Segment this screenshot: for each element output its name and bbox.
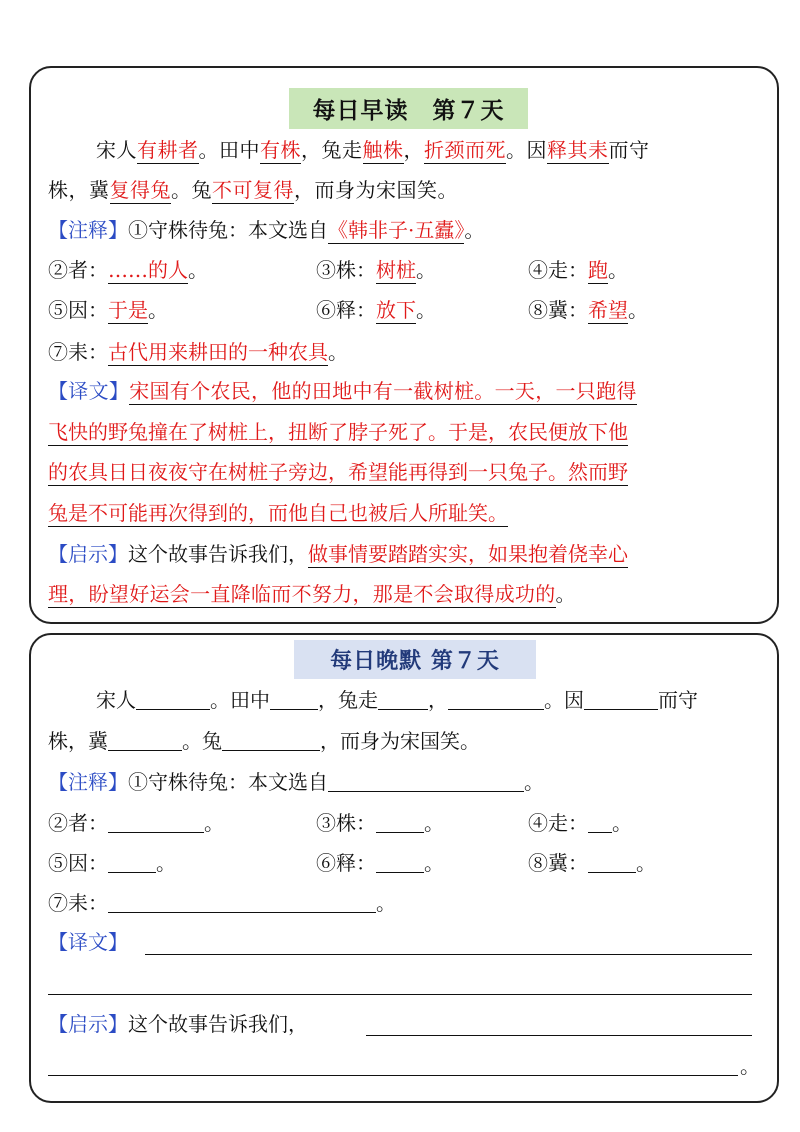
morning-moral-line-1 bbox=[48, 540, 628, 568]
translation-text: 宋国有个农民，他的田地中有一截树桩。一天，一只跑得 bbox=[129, 379, 637, 403]
moral-answer: 理，盼望好运会一直降临而不努力，那是不会取得成功的 bbox=[48, 582, 556, 606]
text-segment: 株，冀 bbox=[48, 729, 108, 753]
blank-field[interactable] bbox=[588, 812, 612, 833]
evening-note-yin bbox=[48, 849, 176, 877]
morning-text-line-1 bbox=[96, 136, 650, 164]
note-text: 。 bbox=[156, 851, 176, 875]
blank-field[interactable] bbox=[376, 812, 424, 833]
translation-text: 飞快的野兔撞在了树桩上，扭断了脖子死了。于是，农民便放下他 bbox=[48, 420, 628, 444]
note-label: ④走： bbox=[528, 811, 588, 835]
answer-segment: 不可复得 bbox=[212, 178, 294, 202]
text-segment: 。兔 bbox=[171, 178, 212, 202]
answer-segment: 释其耒 bbox=[547, 138, 609, 162]
note-answer: 《韩非子·五蠹》 bbox=[328, 218, 465, 242]
note-text: 。 bbox=[148, 298, 168, 322]
note-answer: 古代用来耕田的一种农具 bbox=[108, 340, 328, 364]
moral-tag: 【启示】 bbox=[48, 1012, 128, 1036]
note-text: 。 bbox=[416, 298, 436, 322]
text-segment: 株，冀 bbox=[48, 178, 110, 202]
morning-note-line-1 bbox=[48, 216, 484, 244]
moral-tag: 【启示】 bbox=[48, 542, 128, 566]
note-label: ③株： bbox=[316, 811, 376, 835]
evening-note-shi bbox=[316, 849, 444, 877]
moral-text: 。 bbox=[555, 582, 576, 606]
note-answer: 放下 bbox=[376, 298, 416, 322]
morning-note-zou bbox=[528, 256, 628, 284]
note-label: ⑤因： bbox=[48, 851, 108, 875]
note-text: 。 bbox=[424, 811, 444, 835]
text-segment: 宋人 bbox=[96, 688, 136, 712]
note-text: 。 bbox=[204, 811, 224, 835]
note-text: ①守株待兔：本文选自 bbox=[128, 218, 328, 242]
blank-field[interactable] bbox=[108, 730, 182, 751]
note-answer: 跑 bbox=[588, 258, 608, 282]
evening-note-zhu bbox=[316, 809, 444, 837]
text-segment: ，而身为宋国笑。 bbox=[320, 729, 480, 753]
moral-text: 这个故事告诉我们， bbox=[128, 542, 308, 566]
note-label: ②者： bbox=[48, 258, 108, 282]
blank-field[interactable] bbox=[108, 892, 376, 913]
note-label: ⑦耒： bbox=[48, 891, 108, 915]
note-answer: 树桩 bbox=[376, 258, 416, 282]
text-segment: 而守 bbox=[658, 688, 698, 712]
blank-field[interactable] bbox=[584, 689, 658, 710]
note-text: ①守株待兔：本文选自 bbox=[128, 770, 328, 794]
blank-field[interactable] bbox=[108, 852, 156, 873]
moral-end-period: 。 bbox=[740, 1054, 760, 1078]
evening-note-lei bbox=[48, 889, 396, 917]
moral-text: 这个故事告诉我们， bbox=[128, 1012, 308, 1036]
morning-translation-line-4 bbox=[48, 499, 508, 527]
note-label: ⑧冀： bbox=[528, 851, 588, 875]
translation-tag: 【译文】 bbox=[48, 379, 130, 403]
note-label: ④走： bbox=[528, 258, 588, 282]
note-label: ③株： bbox=[316, 258, 376, 282]
note-answer: 于是 bbox=[108, 298, 148, 322]
evening-note-zou bbox=[528, 809, 632, 837]
note-label: ⑥释： bbox=[316, 298, 376, 322]
blank-field[interactable] bbox=[588, 852, 636, 873]
note-tag: 【注释】 bbox=[48, 770, 128, 794]
evening-note-zhe bbox=[48, 809, 224, 837]
text-segment: 。因 bbox=[544, 688, 584, 712]
evening-title: 每日晚默 第７天 bbox=[294, 640, 536, 679]
answer-segment: 折颈而死 bbox=[424, 138, 506, 162]
blank-field[interactable] bbox=[448, 689, 544, 710]
note-text: 。 bbox=[612, 811, 632, 835]
text-segment: ，而身为宋国笑。 bbox=[294, 178, 458, 202]
answer-segment: 触株 bbox=[362, 138, 404, 162]
note-label: ⑦耒： bbox=[48, 340, 108, 364]
text-segment: ，兔走 bbox=[318, 688, 378, 712]
note-text: 。 bbox=[524, 770, 544, 794]
translation-blank-line[interactable] bbox=[145, 954, 752, 955]
morning-note-shi bbox=[316, 296, 436, 324]
morning-note-ji bbox=[528, 296, 648, 324]
evening-text-line-2 bbox=[48, 727, 480, 755]
morning-translation-line-1 bbox=[48, 377, 637, 405]
morning-title: 每日早读 第７天 bbox=[289, 88, 528, 129]
note-answer: 希望 bbox=[588, 298, 628, 322]
text-segment: ， bbox=[428, 688, 448, 712]
answer-segment: 有株 bbox=[260, 138, 301, 162]
moral-blank-line[interactable] bbox=[366, 1035, 752, 1036]
blank-field[interactable] bbox=[378, 689, 428, 710]
morning-note-yin bbox=[48, 296, 168, 324]
note-text: 。 bbox=[636, 851, 656, 875]
note-text: 。 bbox=[376, 891, 396, 915]
text-segment: 宋人 bbox=[96, 138, 137, 162]
text-segment: 而守 bbox=[608, 138, 650, 162]
evening-translation-line-1 bbox=[48, 928, 128, 956]
answer-segment: 有耕者 bbox=[137, 138, 199, 162]
blank-field[interactable] bbox=[222, 730, 320, 751]
note-text: 。 bbox=[416, 258, 436, 282]
note-text: 。 bbox=[328, 340, 348, 364]
note-answer: ……的人 bbox=[108, 258, 188, 282]
morning-translation-line-3 bbox=[48, 458, 628, 486]
morning-note-lei bbox=[48, 338, 348, 366]
moral-blank-line[interactable] bbox=[48, 1075, 738, 1076]
translation-text: 的农具日日夜夜守在树桩子旁边，希望能再得到一只兔子。然而野 bbox=[48, 460, 628, 484]
note-tag: 【注释】 bbox=[48, 218, 128, 242]
text-segment: 。因 bbox=[506, 138, 547, 162]
note-label: ⑤因： bbox=[48, 298, 108, 322]
blank-field[interactable] bbox=[108, 812, 204, 833]
note-text: 。 bbox=[188, 258, 208, 282]
text-segment: 。兔 bbox=[182, 729, 222, 753]
text-segment: 。田中 bbox=[210, 688, 270, 712]
blank-field[interactable] bbox=[270, 689, 318, 710]
note-label: ②者： bbox=[48, 811, 108, 835]
note-label: ⑧冀： bbox=[528, 298, 588, 322]
moral-answer: 做事情要踏踏实实，如果抱着侥幸心 bbox=[308, 542, 628, 566]
text-segment: ，兔走 bbox=[301, 138, 363, 162]
morning-moral-line-2 bbox=[48, 580, 576, 608]
evening-moral-line-1 bbox=[48, 1010, 308, 1038]
evening-note-ji bbox=[528, 849, 656, 877]
note-text: 。 bbox=[628, 298, 648, 322]
blank-field[interactable] bbox=[328, 771, 524, 792]
text-segment: ， bbox=[403, 138, 424, 162]
evening-note-line-1 bbox=[48, 768, 544, 796]
translation-text: 兔是不可能再次得到的，而他自己也被后人所耻笑。 bbox=[48, 501, 508, 525]
blank-field[interactable] bbox=[136, 689, 210, 710]
text-segment: 。田中 bbox=[198, 138, 260, 162]
note-label: ⑥释： bbox=[316, 851, 376, 875]
answer-segment: 复得兔 bbox=[109, 178, 171, 202]
evening-text-line-1 bbox=[96, 686, 698, 714]
note-text: 。 bbox=[424, 851, 444, 875]
translation-blank-line[interactable] bbox=[48, 994, 752, 995]
morning-text-line-2 bbox=[48, 176, 458, 204]
note-text: 。 bbox=[464, 218, 485, 242]
blank-field[interactable] bbox=[376, 852, 424, 873]
morning-note-zhe bbox=[48, 256, 208, 284]
note-text: 。 bbox=[608, 258, 628, 282]
morning-translation-line-2 bbox=[48, 418, 628, 446]
morning-note-zhu bbox=[316, 256, 436, 284]
translation-tag: 【译文】 bbox=[48, 930, 128, 954]
